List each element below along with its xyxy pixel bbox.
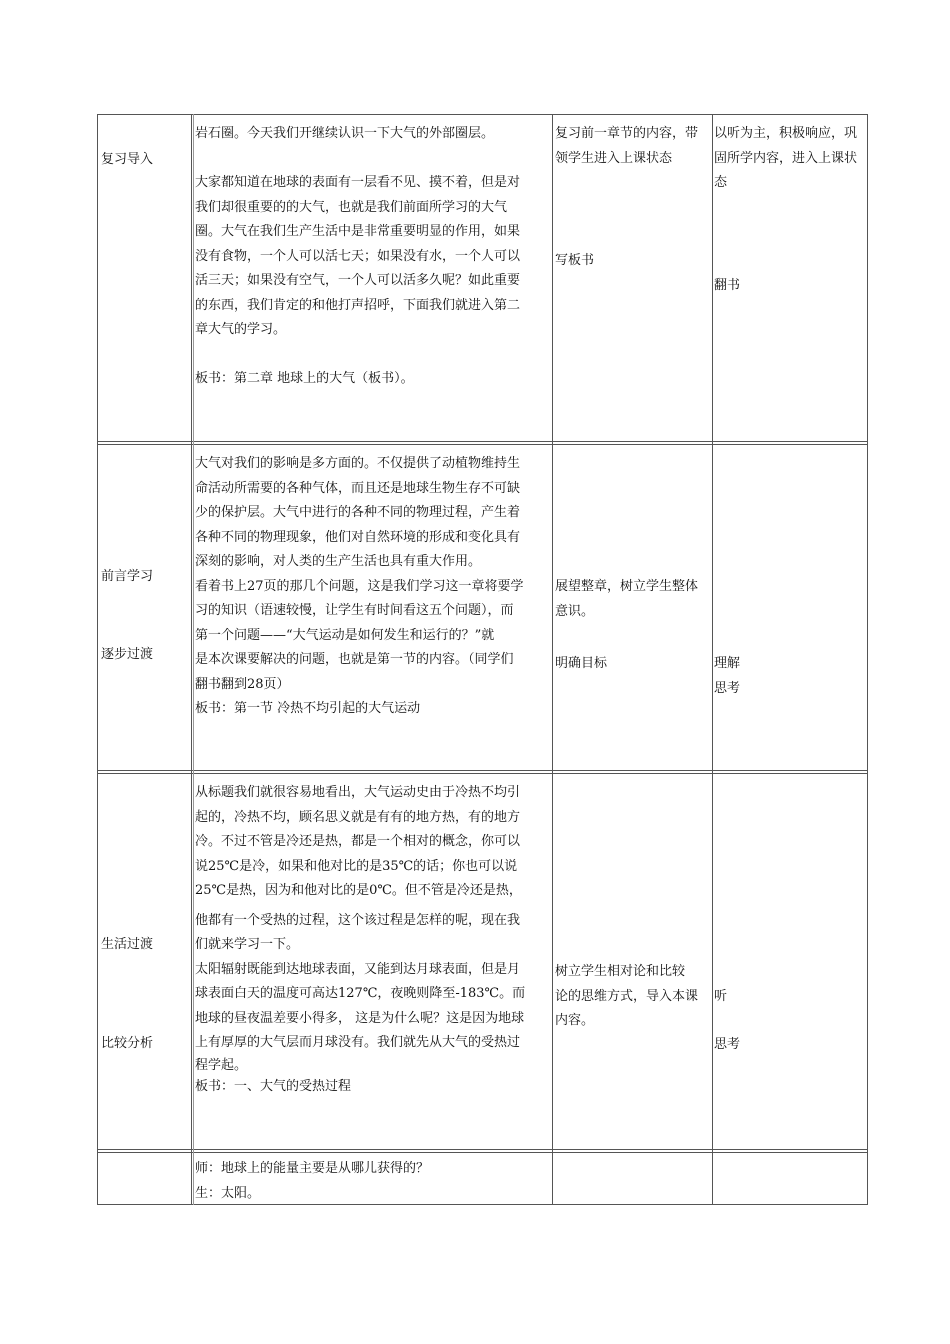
row-divider-3 <box>97 1149 868 1150</box>
content-line: 第一个问题——“大气运动是如何发生和运行的？”就 <box>195 627 495 643</box>
student-line: 听 <box>714 989 728 1004</box>
content-line: 岩石圈。今天我们开继续认识一下大气的外部圈层。 <box>195 126 495 141</box>
content-line: 板书：一、大气的受热过程 <box>195 1078 352 1094</box>
teacher-activity-cell <box>555 575 713 624</box>
content-line: 板书：第二章 地球上的大气（板书）。 <box>195 371 414 386</box>
row-label: 比较分析 <box>101 1036 154 1051</box>
content-line: 深刻的影响，对人类的生产生活也具有重大作用。 <box>195 554 482 569</box>
content-line: 说25℃是冷，如果和他对比的是35℃的话；你也可以说 <box>195 858 518 874</box>
content-line: 板书：第一节 冷热不均引起的大气运动 <box>195 701 421 716</box>
content-line: 章大气的学习。 <box>195 322 287 337</box>
student-activity-cell <box>714 122 868 196</box>
table-border-left <box>97 114 98 1205</box>
row-divider-1 <box>97 441 868 442</box>
content-line: 大家都知道在地球的表面有一层看不见、摸不着，但是对 <box>195 175 521 190</box>
student-line: 以听为主，积极响应，巩 <box>714 126 858 141</box>
content-cell <box>195 1157 553 1206</box>
content-line: 师：地球上的能量主要是从哪儿获得的？ <box>195 1161 430 1176</box>
row-divider-2b <box>97 773 868 774</box>
content-line: 没有食物，一个人可以活七天；如果没有水，一个人可以 <box>195 248 521 264</box>
student-line: 态 <box>714 175 728 190</box>
teacher-activity-cell <box>555 249 713 274</box>
content-line: 25℃是热，因为和他对比的是0℃。但不管是冷还是热， <box>195 883 522 898</box>
row-divider-1b <box>97 444 868 445</box>
content-line: 翻书翻到28页） <box>195 676 290 692</box>
teacher-line: 领学生进入上课状态 <box>555 150 673 166</box>
content-line: 我们却很重要的的大气，也就是我们前面所学习的大气 <box>195 199 508 215</box>
teacher-activity-cell <box>555 652 713 677</box>
content-line: 的东西，我们肯定的和他打声招呼，下面我们就进入第二 <box>195 297 521 313</box>
content-line: 他都有一个受热的过程，这个该过程是怎样的呢，现在我 <box>195 912 521 928</box>
content-line: 活三天；如果没有空气，一个人可以活多久呢？如此重要 <box>195 273 521 288</box>
blank-line <box>195 343 553 368</box>
content-line: 各种不同的物理现象，他们对自然环境的形成和变化具有 <box>195 529 521 545</box>
student-line: 固所学内容，进入上课状 <box>714 150 858 166</box>
content-line: 是本次课要解决的问题，也就是第一节的内容。（同学们 <box>195 652 514 667</box>
student-activity-cell <box>714 652 868 701</box>
content-line: 从标题我们就很容易地看出，大气运动史由于冷热不均引 <box>195 785 521 800</box>
student-line: 思考 <box>714 1037 741 1052</box>
content-line: 大气对我们的影响是多方面的。不仅提供了动植物维持生 <box>195 456 521 471</box>
col-divider-1 <box>191 114 192 1205</box>
content-line: 习的知识（语速较慢，让学生有时间看这五个问题），而 <box>195 603 514 618</box>
student-activity-cell <box>714 274 868 299</box>
teacher-line: 意识。 <box>555 603 595 619</box>
teacher-line: 明确目标 <box>555 656 608 671</box>
teacher-activity-cell <box>555 960 713 1034</box>
row-label: 逐步过渡 <box>101 647 154 662</box>
row-divider-3b <box>97 1152 868 1153</box>
content-line: 球表面白天的温度可高达127℃，夜晚则降至-183℃。而 <box>195 986 526 1001</box>
row-label: 生活过渡 <box>101 937 154 952</box>
content-line: 起的，冷热不均，顾名思义就是有有的地方热，有的地方 <box>195 809 521 825</box>
content-cell <box>195 452 553 722</box>
teacher-line: 树立学生相对论和比较 <box>555 964 686 979</box>
content-line: 们就来学习一下。 <box>195 937 300 952</box>
content-line: 生：太阳。 <box>195 1185 261 1201</box>
teacher-line: 写板书 <box>555 253 595 268</box>
teacher-line: 复习前一章节的内容，带 <box>555 126 699 141</box>
content-line: 命活动所需要的各种气体，而且还是地球生物生存不可缺 <box>195 480 521 496</box>
student-activity-cell <box>714 1033 868 1058</box>
lesson-plan-table <box>97 114 868 1205</box>
table-border-top <box>97 114 868 115</box>
student-line: 翻书 <box>714 278 741 293</box>
content-cell <box>195 122 553 392</box>
content-line: 上有厚厚的大气层而月球没有。我们就先从大气的受热过 <box>195 1035 521 1050</box>
teacher-line: 展望整章，树立学生整体 <box>555 579 699 594</box>
content-line: 地球的昼夜温差要小得多， 这是为什么呢？这是因为地球 <box>195 1010 525 1026</box>
row-label: 前言学习 <box>101 569 154 584</box>
row-divider-2 <box>97 770 868 771</box>
col-divider-1b <box>193 114 194 1205</box>
content-line: 冷。不过不管是冷还是热，都是一个相对的概念，你可以 <box>195 834 521 849</box>
student-activity-cell <box>714 985 868 1010</box>
content-line: 圈。大气在我们生产生活中是非常重要明显的作用，如果 <box>195 224 521 239</box>
content-line: 程学起。 <box>195 1057 248 1073</box>
content-line: 太阳辐射既能到达地球表面，又能到达月球表面，但是月 <box>195 961 521 977</box>
content-line: 少的保护层。大气中进行的各种不同的物理过程，产生着 <box>195 505 521 520</box>
blank-line <box>195 147 553 172</box>
row-label: 复习导入 <box>101 152 154 167</box>
student-line: 思考 <box>714 680 741 696</box>
teacher-line: 内容。 <box>555 1013 595 1028</box>
teacher-activity-cell <box>555 122 713 171</box>
content-line: 看着书上27页的那几个问题，这是我们学习这一章将要学 <box>195 578 524 594</box>
content-cell <box>195 781 553 1099</box>
student-line: 理解 <box>714 656 741 671</box>
teacher-line: 论的思维方式，导入本课 <box>555 988 699 1004</box>
